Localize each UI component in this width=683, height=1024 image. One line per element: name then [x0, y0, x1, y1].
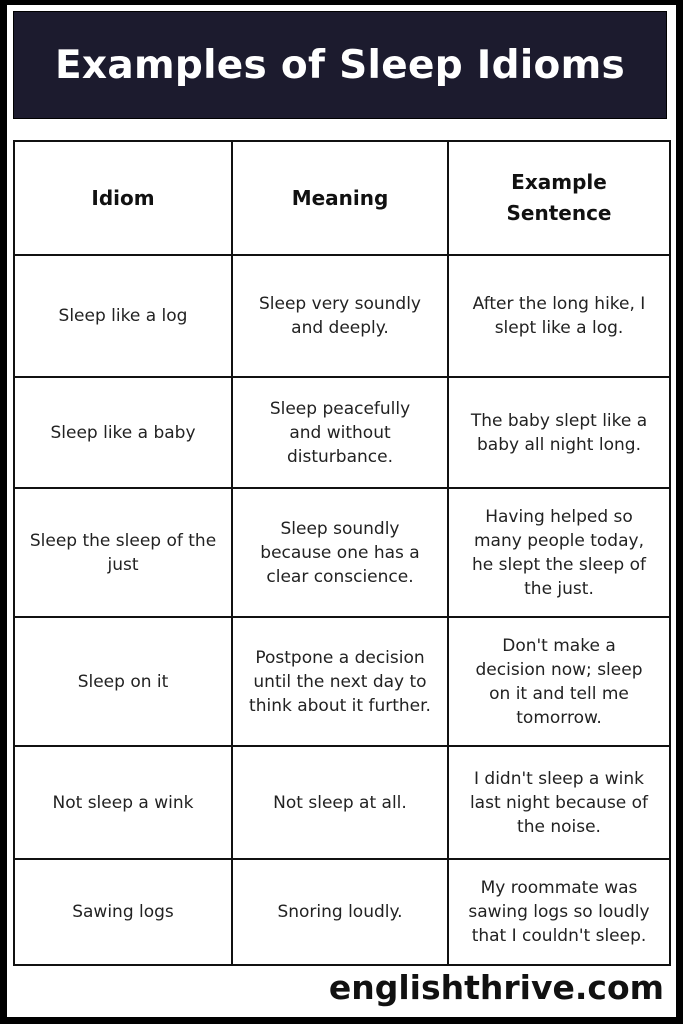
idiom-cell: Sleep the sleep of the just [14, 488, 232, 617]
table-row [14, 488, 670, 617]
table-row [14, 859, 670, 965]
idiom-cell: Sleep on it [14, 617, 232, 746]
website-footer: englishthrive.com [328, 968, 664, 1007]
header-example: Example Sentence [448, 141, 670, 255]
table-row [14, 255, 670, 377]
example-cell: My roommate was sawing logs so loudly that I couldn't sleep. [448, 859, 670, 965]
meaning-cell: Snoring loudly. [232, 859, 448, 965]
idiom-cell: Sleep like a log [14, 255, 232, 377]
example-cell: After the long hike, I slept like a log. [448, 255, 670, 377]
table-row [14, 617, 670, 746]
example-cell: Don't make a decision now; sleep on it and tell me tomorrow. [448, 617, 670, 746]
meaning-cell: Sleep soundly because one has a clear conscience. [232, 488, 448, 617]
example-cell: I didn't sleep a wink last night because of the noise. [448, 746, 670, 859]
table-row [14, 746, 670, 859]
idiom-cell: Not sleep a wink [14, 746, 232, 859]
infographic-page [7, 5, 676, 1017]
example-cell: The baby slept like a baby all night long. [448, 377, 670, 488]
header-meaning: Meaning [232, 141, 448, 255]
idiom-cell: Sawing logs [14, 859, 232, 965]
meaning-cell: Sleep peacefully and without disturbance. [232, 377, 448, 488]
header-idiom: Idiom [14, 141, 232, 255]
meaning-cell: Not sleep at all. [232, 746, 448, 859]
example-cell: Having helped so many people today, he slept the sleep of the just. [448, 488, 670, 617]
table-row [14, 377, 670, 488]
meaning-cell: Sleep very soundly and deeply. [232, 255, 448, 377]
idiom-cell: Sleep like a baby [14, 377, 232, 488]
meaning-cell: Postpone a decision until the next day to think about it further. [232, 617, 448, 746]
table-header-row [14, 141, 670, 255]
title-banner [13, 11, 667, 119]
idioms-table [13, 140, 671, 966]
page-title: Examples of Sleep Idioms [54, 42, 626, 88]
